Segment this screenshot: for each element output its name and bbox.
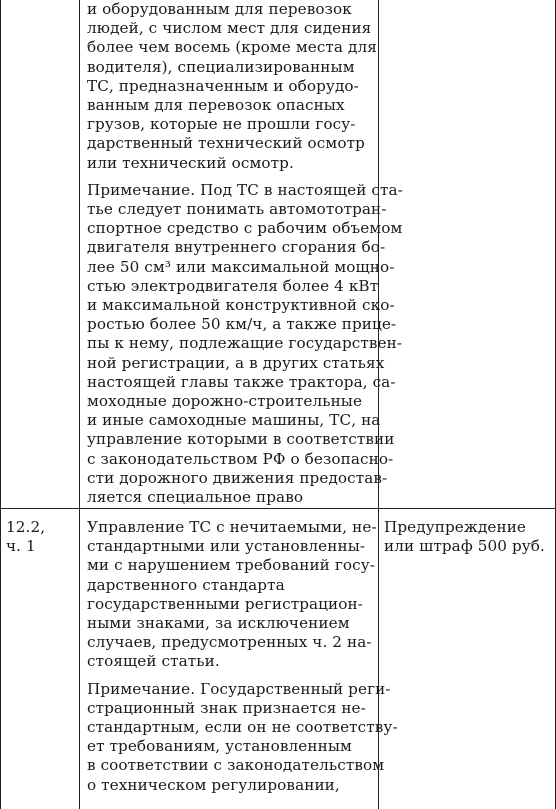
text-line: дарственного стандарта	[87, 575, 285, 594]
text-line: Управление ТС с нечитаемыми, не-	[87, 518, 377, 536]
text-line: ными знаками, за исключением	[87, 614, 350, 633]
note-line: ет требованиям, установленным	[87, 737, 352, 756]
text-line: или технический осмотр.	[87, 153, 294, 172]
text-line: более чем восемь (кроме места для	[87, 38, 377, 57]
note-line: ляется специальное право	[87, 488, 304, 507]
note-line: стью электродвигателя более 4 кВт	[87, 276, 379, 295]
note-line: настоящей главы также трактора, са-	[87, 372, 396, 391]
row2-penalty-cell	[384, 518, 545, 556]
note-line: сти дорожного движения предостав-	[87, 468, 388, 487]
text-line: и оборудованным для перевозок	[87, 0, 352, 18]
note-line: стандартным, если он не соответству-	[87, 718, 398, 737]
text-line: водителя), специализированным	[87, 57, 355, 76]
row2-description	[87, 518, 398, 672]
note-line: двигателя внутреннего сгорания бо-	[87, 238, 386, 257]
table-left-border	[0, 0, 1, 809]
row1-description-cell	[87, 0, 403, 507]
text-line: ТС, предназначенным и оборудо-	[87, 76, 359, 95]
text-line: ванным для перевозок опасных	[87, 96, 345, 115]
note-line: спортное средство с рабочим объемом	[87, 219, 403, 238]
note-line: и иные самоходные машины, ТС, на	[87, 411, 381, 430]
note-line: лее 50 см³ или максимальной мощно-	[87, 257, 395, 276]
note-line: с законодательством РФ о безопасно-	[87, 449, 394, 468]
text-line: людей, с числом мест для сидения	[87, 19, 372, 38]
note-line: Примечание. Государственный реги-	[87, 679, 391, 698]
text-line: стоящей статьи.	[87, 652, 220, 671]
note-line: моходные дорожно-строительные	[87, 392, 363, 411]
row2-note	[87, 680, 398, 795]
note-line: управление которыми в соответствии	[87, 430, 395, 449]
note-line: пы к нему, подлежащие государствен-	[87, 334, 403, 353]
note-line: в соответствии с законодательством	[87, 756, 385, 775]
text-line: стандартными или установленны-	[87, 537, 366, 556]
row2-article-cell	[6, 518, 45, 556]
text-line: грузов, которые не прошли госу-	[87, 115, 356, 134]
row1-description	[87, 0, 403, 173]
article-number: 12.2,	[6, 518, 46, 536]
text-line: государственными регистрацион-	[87, 594, 363, 613]
text-line: ми с нарушением требований госу-	[87, 556, 375, 575]
note-line: Примечание. Под ТС в настоящей ста-	[87, 180, 403, 199]
article-part: ч. 1	[6, 537, 36, 556]
row1-note	[87, 181, 403, 507]
text-line: дарственный технический осмотр	[87, 134, 365, 153]
note-line: ростью более 50 км/ч, а также прице-	[87, 315, 397, 334]
text-line: случаев, предусмотренных ч. 2 на-	[87, 633, 372, 652]
penalty-line: или штраф 500 руб.	[384, 537, 545, 556]
row2-description-cell	[87, 518, 398, 795]
column-divider-article	[79, 0, 80, 809]
row-divider	[0, 508, 556, 509]
penalty-line: Предупреждение	[384, 518, 527, 536]
note-line: страционный знак признается не-	[87, 698, 366, 717]
note-line: ной регистрации, а в других статьях	[87, 353, 385, 372]
note-line: о техническом регулировании,	[87, 775, 340, 794]
note-line: тье следует понимать автомототран-	[87, 200, 387, 219]
note-line: и максимальной конструктивной ско-	[87, 296, 395, 315]
